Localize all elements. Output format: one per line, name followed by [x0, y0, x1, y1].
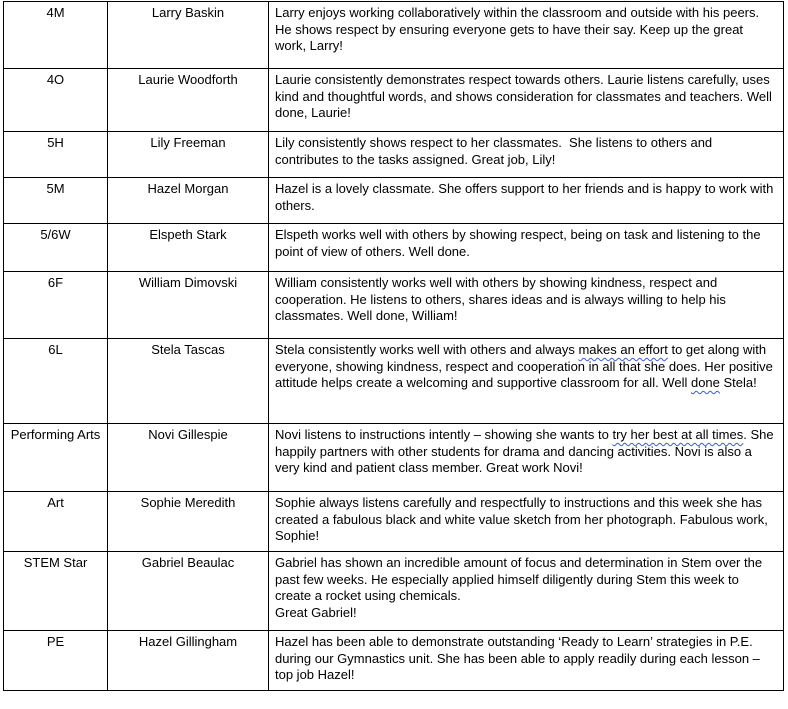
table-row: [4, 631, 784, 691]
comment-text: Stela consistently works well with others and always: [275, 342, 579, 357]
class-cell: STEM Star: [4, 552, 108, 631]
student-name-cell: Elspeth Stark: [108, 224, 269, 272]
student-name-cell: Novi Gillespie: [108, 424, 269, 492]
class-cell: Art: [4, 492, 108, 552]
grammar-flag[interactable]: try her best at all times: [612, 427, 744, 442]
comment-cell: [269, 339, 784, 424]
class-cell: 6L: [4, 339, 108, 424]
comment-text: Stela!: [719, 375, 757, 390]
comment-cell: Lily consistently shows respect to her classmates. She listens to others and contributes to the tasks assigned. Great job, Lily!: [269, 132, 784, 178]
comment-cell: [269, 424, 784, 492]
class-cell: 6F: [4, 272, 108, 339]
comment-cell: Laurie consistently demonstrates respect towards others. Laurie listens carefully, uses kind and thoughtful words, and shows consideration for classmates and teachers. Well done, Laurie!: [269, 69, 784, 132]
comment-cell: Elspeth works well with others by showing respect, being on task and listening to the point of view of others. Well done.: [269, 224, 784, 272]
class-cell: Performing Arts: [4, 424, 108, 492]
table-row: [4, 552, 784, 631]
student-name-cell: Gabriel Beaulac: [108, 552, 269, 631]
comment-cell: Hazel is a lovely classmate. She offers support to her friends and is happy to work with others.: [269, 178, 784, 224]
class-cell: PE: [4, 631, 108, 691]
student-name-cell: Stela Tascas: [108, 339, 269, 424]
comment-text: Novi listens to instructions intently – showing she wants to: [275, 427, 613, 442]
table-row: [4, 424, 784, 492]
student-name-cell: Lily Freeman: [108, 132, 269, 178]
comment-text: Great Gabriel!: [275, 604, 357, 620]
table-row: [4, 178, 784, 224]
class-cell: 4O: [4, 69, 108, 132]
comment-cell: [269, 552, 784, 631]
student-name-cell: William Dimovski: [108, 272, 269, 339]
class-cell: 5/6W: [4, 224, 108, 272]
student-name-cell: Larry Baskin: [108, 2, 269, 69]
class-cell: 5M: [4, 178, 108, 224]
table-row: [4, 492, 784, 552]
student-name-cell: Hazel Morgan: [108, 178, 269, 224]
table-row: [4, 272, 784, 339]
class-cell: 5H: [4, 132, 108, 178]
comment-text: Gabriel has shown an incredible amount of focus and determination in Stem over the past few weeks. He especially applied himself diligently during Stem this week to create a rocket using chemicals.: [275, 555, 763, 603]
student-name-cell: Laurie Woodforth: [108, 69, 269, 132]
class-cell: 4M: [4, 2, 108, 69]
grammar-flag[interactable]: done: [690, 375, 720, 390]
comment-text: . She happily partners with other students for drama and dancing activities. Novi is also a very kind and patient class member. Great work Novi!: [275, 427, 774, 475]
grammar-flag[interactable]: makes an effort: [578, 342, 668, 357]
awards-table: [3, 1, 784, 691]
table-row: [4, 69, 784, 132]
comment-cell: Sophie always listens carefully and respectfully to instructions and this week she has created a fabulous black and white value sketch from her photograph. Fabulous work, Sophie!: [269, 492, 784, 552]
table-row: [4, 132, 784, 178]
student-name-cell: Hazel Gillingham: [108, 631, 269, 691]
table-row: [4, 224, 784, 272]
comment-cell: Hazel has been able to demonstrate outstanding ‘Ready to Learn’ strategies in P.E. during our Gymnastics unit. She has been able to apply readily during each lesson – top job Hazel!: [269, 631, 784, 691]
table-row: [4, 339, 784, 424]
comment-cell: Larry enjoys working collaboratively within the classroom and outside with his peers. He shows respect by ensuring everyone gets to have their say. Keep up the great work, Larry!: [269, 2, 784, 69]
table-row: [4, 2, 784, 69]
student-name-cell: Sophie Meredith: [108, 492, 269, 552]
comment-cell: William consistently works well with others by showing kindness, respect and cooperation. He listens to others, shares ideas and is always willing to help his classmates. Well done, William!: [269, 272, 784, 339]
comment-text: to get along with everyone, showing kindness, respect and cooperation in all that she does. Her positive attitude helps create a welcoming and supportive classroom for all. Well: [275, 342, 773, 390]
